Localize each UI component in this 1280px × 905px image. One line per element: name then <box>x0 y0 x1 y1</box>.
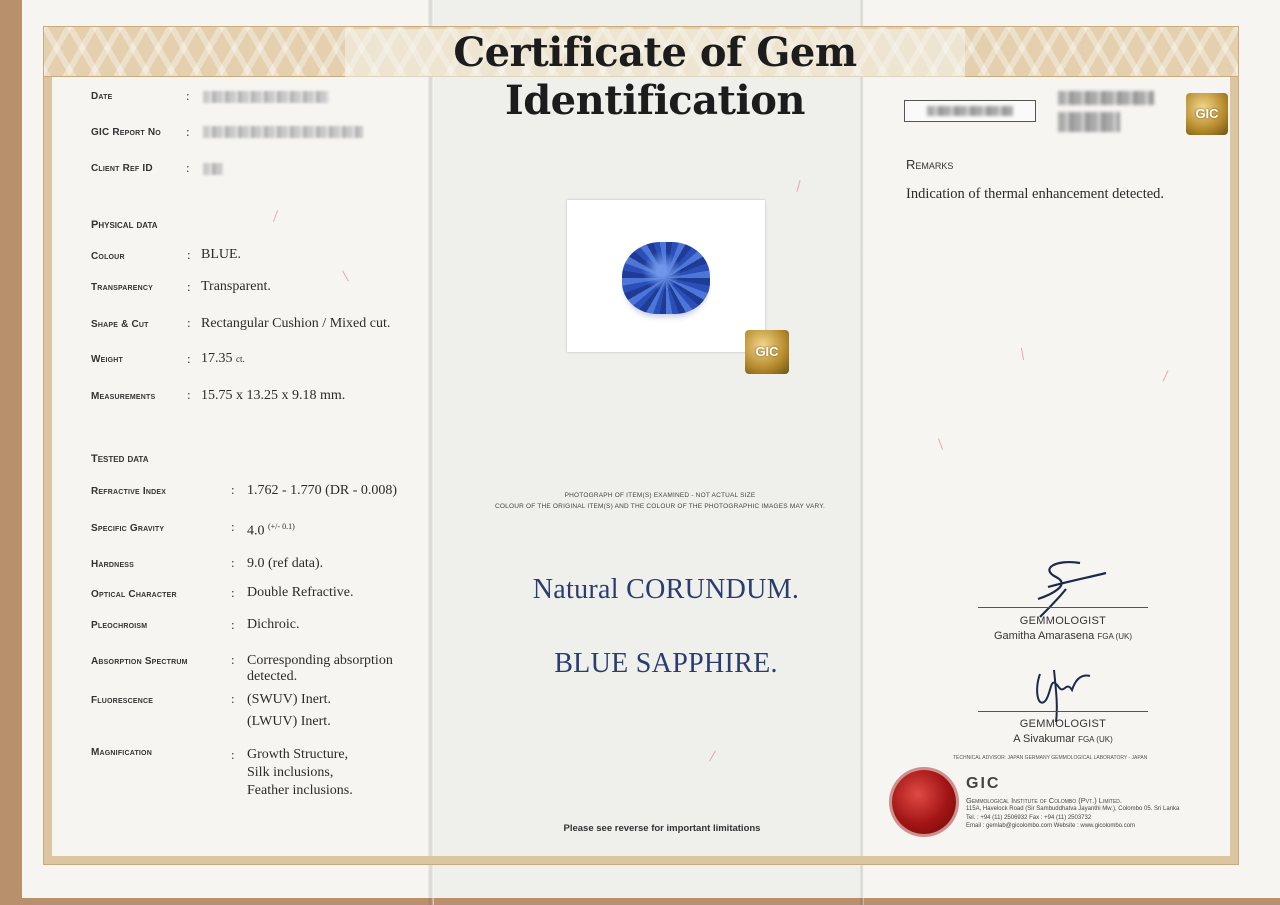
colon: : <box>231 555 235 570</box>
colon: : <box>187 279 191 294</box>
specific-gravity-value <box>247 519 295 540</box>
colon: : <box>231 519 235 534</box>
optical-character-label: Optical Character <box>91 589 177 600</box>
remarks-heading: Remarks <box>906 157 954 172</box>
institute-info <box>966 797 1256 831</box>
gemmologist-name-2 <box>960 733 1166 745</box>
report-id-redacted <box>927 106 1013 116</box>
report-no-redacted <box>203 126 363 138</box>
weight-unit: ct. <box>236 354 245 364</box>
signature-line-1 <box>978 607 1148 608</box>
specific-gravity-tolerance: (+/- 0.1) <box>268 522 295 531</box>
optical-character-value: Double Refractive. <box>247 585 354 600</box>
gem-photograph <box>567 200 765 352</box>
weight-label: Weight <box>91 354 124 365</box>
signature-line-2 <box>978 711 1148 712</box>
fluorescence-swuv: (SWUV) Inert. <box>247 692 331 707</box>
institute-short-name: GIC <box>966 775 1001 792</box>
barcode-redacted-2 <box>1058 112 1120 132</box>
colour-value: BLUE. <box>201 247 242 262</box>
magnification-value-3: Feather inclusions. <box>247 783 353 798</box>
colon: : <box>231 652 235 667</box>
colon: : <box>231 617 235 632</box>
colon: : <box>187 315 191 330</box>
gemmologist-name-2-text: A Sivakumar <box>1013 733 1075 745</box>
fluorescence-lwuv: (LWUV) Inert. <box>247 714 331 729</box>
weight-number: 17.35 <box>201 351 233 366</box>
institute-web: Email : gemlab@gicolombo.com Website : www.gicolombo.com <box>966 823 1136 830</box>
report-no-label: GIC Report No <box>91 127 161 138</box>
remarks-text: Indication of thermal enhancement detected. <box>906 186 1165 202</box>
colon: : <box>187 247 191 262</box>
photo-note-line2: COLOUR OF THE ORIGINAL ITEM(S) AND THE COLOUR OF THE PHOTOGRAPHIC IMAGES MAY VARY. <box>494 503 826 510</box>
variety-result: BLUE SAPPHIRE. <box>554 648 778 679</box>
gemmologist-title-1: GEMMOLOGIST <box>1019 615 1107 627</box>
tested-data-heading: Tested data <box>91 453 149 465</box>
measurements-label: Measurements <box>91 391 156 402</box>
technical-advisor-note: TECHNICAL ADVISOR: JAPAN GERMANY GEMMOLOGICAL LABORATORY - JAPAN <box>953 755 1148 761</box>
institute-address: 115A, Havelock Road (Sir Sambuddhatva Jayanthi Mw.), Colombo 05. Sri Lanka <box>966 806 1180 813</box>
colon: : <box>231 747 235 762</box>
specific-gravity-label: Specific Gravity <box>91 523 165 534</box>
refractive-index-value: 1.762 - 1.770 (DR - 0.008) <box>247 483 398 498</box>
transparency-value: Transparent. <box>201 279 271 294</box>
colour-label: Colour <box>91 251 125 262</box>
report-id-box <box>904 100 1036 122</box>
institute-phone: Tel. : +94 (11) 2506932 Fax : +94 (11) 2503732 <box>966 814 1092 821</box>
client-ref-label: Client Ref ID <box>91 163 153 174</box>
weight-value <box>201 351 245 367</box>
hardness-label: Hardness <box>91 559 135 570</box>
physical-data-heading: Physical data <box>91 219 158 231</box>
gemmologist-name-1-text: Gamitha Amarasena <box>993 630 1095 642</box>
shape-cut-label: Shape & Cut <box>91 319 149 330</box>
shape-cut-value: Rectangular Cushion / Mixed cut. <box>201 316 391 331</box>
institute-name: Gemmological Institute of Colombo (Pvt.) Limited. <box>966 796 1122 805</box>
specific-gravity-number: 4.0 <box>247 523 265 539</box>
date-redacted <box>203 91 329 103</box>
fluorescence-label: Fluorescence <box>91 695 154 706</box>
colon: : <box>187 387 191 402</box>
species-result: Natural CORUNDUM. <box>532 574 800 605</box>
colon: : <box>231 691 235 706</box>
magnification-label: Magnification <box>91 747 152 758</box>
colon: : <box>186 124 190 139</box>
client-ref-redacted <box>203 163 223 175</box>
barcode-redacted <box>1058 91 1154 105</box>
colon: : <box>186 88 190 103</box>
gic-hologram-seal: GIC <box>745 330 789 374</box>
gic-hologram-seal-right: GIC <box>1186 93 1228 135</box>
measurements-value: 15.75 x 13.25 x 9.18 mm. <box>201 388 346 403</box>
pleochroism-label: Pleochroism <box>91 620 148 631</box>
absorption-spectrum-value: Corresponding absorption <box>247 653 393 668</box>
magnification-value-1: Growth Structure, <box>247 747 349 762</box>
transparency-label: Transparency <box>91 282 154 293</box>
magnification-value-2: Silk inclusions, <box>247 765 334 780</box>
blue-sapphire-image <box>622 242 710 314</box>
gemmologist-title-2: GEMMOLOGIST <box>1019 718 1107 730</box>
gemmologist-qual-1: FGA (UK) <box>1097 632 1132 641</box>
colon: : <box>186 160 190 175</box>
colon: : <box>231 585 235 600</box>
absorption-spectrum-value-2: detected. <box>247 669 298 684</box>
pleochroism-value: Dichroic. <box>247 617 300 632</box>
certificate-title: Certificate of Gem Identification <box>345 29 965 77</box>
date-label: Date <box>91 91 113 102</box>
colon: : <box>187 351 191 366</box>
gemmologist-name-1 <box>960 630 1166 642</box>
gemmologist-qual-2: FGA (UK) <box>1078 735 1113 744</box>
refractive-index-label: Refractive Index <box>91 486 167 497</box>
wax-seal <box>892 770 956 834</box>
colon: : <box>231 482 235 497</box>
absorption-spectrum-label: Absorption Spectrum <box>91 656 188 667</box>
photo-note-line1: PHOTOGRAPH OF ITEM(S) EXAMINED - NOT ACTUAL SIZE <box>564 492 756 499</box>
reverse-limitations-note: Please see reverse for important limitations <box>563 823 761 834</box>
hardness-value: 9.0 (ref data). <box>247 556 324 571</box>
